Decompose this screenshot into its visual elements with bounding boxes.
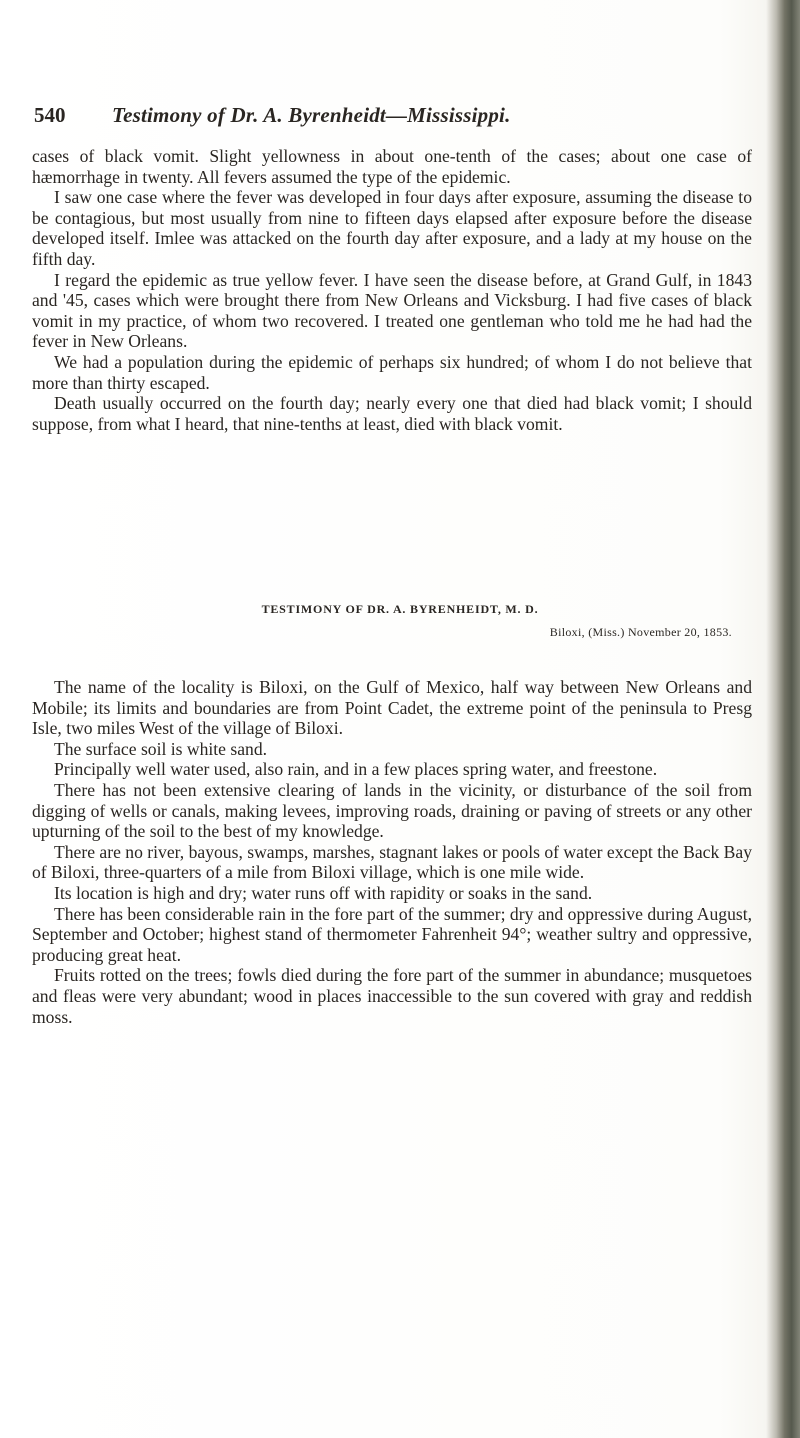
- paragraph: Principally well water used, also rain, and in a few places spring water, and freestone.: [54, 759, 658, 780]
- paragraph: I regard the epidemic as true yellow fever. I have seen the disease before, at Grand Gulf, in 1843 and '45, cases which were brought there from New Orleans and Vicksburg. I had five cases of black vomit in my practice, of whom two recovered. I treated one gentleman who told me he had had the fever in New Orleans.: [32, 269, 752, 352]
- paragraph: cases of black vomit. Slight yellowness in about one-tenth of the cases; about one case of hæmorrhage in twenty. All fevers assumed the type of the epidemic.: [32, 146, 752, 187]
- paragraph: I saw one case where the fever was developed in four days after exposure, assuming the disease to be contagious, but most usually from nine to fifteen days elapsed after exposure before the disease developed itself. Imlee was attacked on the fourth day after exposure, and a lady at my house on the fifth day.: [32, 187, 752, 269]
- paragraph: Its location is high and dry; water runs off with rapidity or soaks in the sand.: [54, 882, 593, 903]
- paragraph: There has not been extensive clearing of lands in the vicinity, or disturbance of the soil from digging of wells or canals, making levees, improving roads, draining or paving of streets or any other upturning of the soil to the best of my knowledge.: [32, 779, 752, 842]
- page-binding-shadow: [766, 0, 800, 1438]
- paragraph: There are no river, bayous, swamps, marshes, stagnant lakes or pools of water except the Back Bay of Biloxi, three-quarters of a mile from Biloxi village, which is one mile wide.: [32, 841, 752, 883]
- page-header: [34, 103, 750, 133]
- paragraph: Fruits rotted on the trees; fowls died during the fore part of the summer in abundance; musquetoes and fleas were very abundant; wood in places inaccessible to the sun covered with gray and reddish moss.: [32, 965, 752, 1027]
- page-number: 540: [34, 103, 66, 127]
- paragraph: The surface soil is white sand.: [54, 738, 268, 759]
- section-b-text: [32, 677, 752, 1027]
- testimony-title: TESTIMONY OF DR. A. BYRENHEIDT, M. D.: [261, 602, 539, 616]
- paragraph: The name of the locality is Biloxi, on the Gulf of Mexico, half way between New Orleans and Mobile; its limits and boundaries are from Point Cadet, the extreme point of the peninsula to Presg Isle, two miles West of the village of Biloxi.: [32, 677, 752, 739]
- paragraph: We had a population during the epidemic of perhaps six hundred; of whom I do not believe that more than thirty escaped.: [32, 351, 752, 393]
- running-head: Testimony of Dr. A. Byrenheidt—Mississippi.: [112, 103, 511, 127]
- place-date: Biloxi, (Miss.) November 20, 1853.: [549, 625, 732, 639]
- paragraph: There has been considerable rain in the fore part of the summer; dry and oppressive during August, September and October; highest stand of thermometer Fahrenheit 94°; weather sultry and oppressive, producing great heat.: [32, 903, 752, 965]
- paragraph: Death usually occurred on the fourth day; nearly every one that died had black vomit; I should suppose, from what I heard, that nine-tenths at least, died with black vomit.: [32, 393, 752, 434]
- section-a-text: [32, 146, 752, 434]
